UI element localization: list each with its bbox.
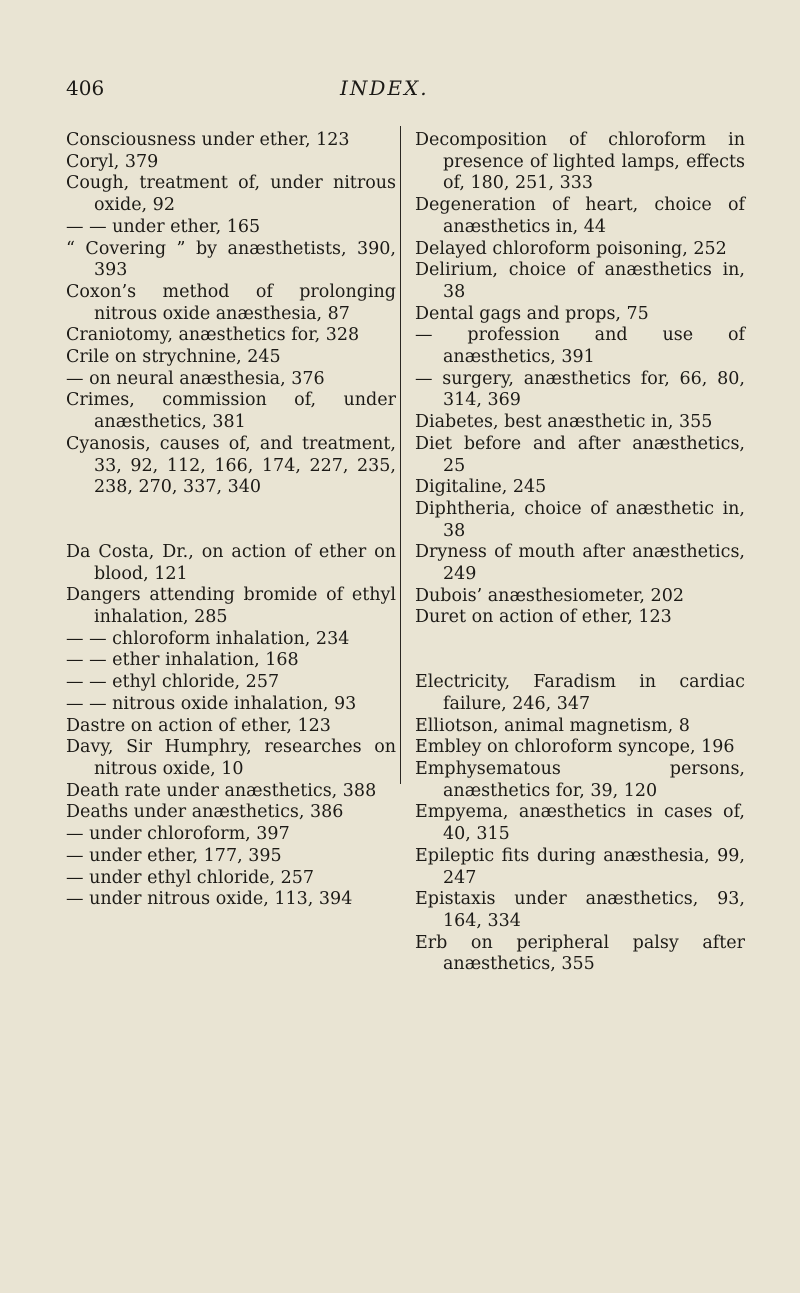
index-entry: Coxon’s method of prolonging nitrous oxide anæsthesia, 87 xyxy=(66,281,396,324)
index-entry: Degeneration of heart, choice of anæsthetics in, 44 xyxy=(415,195,745,237)
index-entry: Duret on action of ether, 123 xyxy=(415,607,672,628)
index-entry: Delirium, choice of anæsthetics in, 38 xyxy=(415,260,745,302)
index-entry: Decomposition of chloroform in presence of lighted lamps, effects of, 180, 251, 333 xyxy=(415,130,745,194)
index-entry: Diphtheria, choice of anæsthetic in, 38 xyxy=(415,498,745,541)
index-entry: Embley on chloroform syncope, 196 xyxy=(415,737,735,758)
index-entry: Craniotomy, anæsthetics for, 328 xyxy=(66,325,360,346)
index-entry: Da Costa, Dr., on action of ether on blood, 121 xyxy=(66,541,396,584)
index-entry: — — chloroform inhalation, 234 xyxy=(66,628,350,649)
index-entry: Coryl, 379 xyxy=(66,151,159,172)
index-entry: Digitaline, 245 xyxy=(415,477,547,498)
index-entry: Elliotson, animal magnetism, 8 xyxy=(415,715,690,736)
index-entry: — under chloroform, 397 xyxy=(66,824,290,845)
index-entry: Crimes, commission of, under anæsthetics, 381 xyxy=(66,390,396,433)
index-entry: Davy, Sir Humphry, researches on nitrous oxide, 10 xyxy=(66,737,396,779)
index-entry: Cyanosis, causes of, and treatment, 33, 92, 112, 166, 174, 227, 235, 238, 270, 337, 340 xyxy=(66,433,396,498)
index-entry: Consciousness under ether, 123 xyxy=(66,130,350,150)
index-entry: — under nitrous oxide, 113, 394 xyxy=(66,889,353,910)
index-entry: — — ether inhalation, 168 xyxy=(66,650,299,671)
index-entry: — profession and use of anæsthetics, 391 xyxy=(415,325,745,368)
index-entry: — under ethyl chloride, 257 xyxy=(66,867,315,888)
index-entry: Dryness of mouth after anæsthetics, 249 xyxy=(415,542,745,585)
index-entry: Cough, treatment of, under nitrous oxide, 92 xyxy=(66,173,396,216)
index-entry: Dangers attending bromide of ethyl inhalation, 285 xyxy=(66,585,396,628)
index-entry: — under ether, 177, 395 xyxy=(66,845,282,866)
index-entry: Epistaxis under anæsthetics, 93, 164, 334 xyxy=(415,889,745,931)
index-entry: Erb on peripheral palsy after anæsthetics, 355 xyxy=(415,932,745,975)
index-entry: Crile on strychnine, 245 xyxy=(66,347,281,368)
column-divider xyxy=(400,126,401,784)
index-entry: Delayed chloroform poisoning, 252 xyxy=(415,238,727,259)
running-head: INDEX. xyxy=(340,76,429,100)
left-index-column xyxy=(66,130,396,911)
page-header xyxy=(0,76,800,106)
index-entry: Diet before and after anæsthetics, 25 xyxy=(415,433,745,476)
index-entry: Dubois’ anæsthesiometer, 202 xyxy=(415,585,684,606)
index-entry: Dental gags and props, 75 xyxy=(415,303,649,324)
index-entry: Empyema, anæsthetics in cases of, 40, 315 xyxy=(415,802,745,845)
index-entry: — — ethyl chloride, 257 xyxy=(66,672,280,693)
right-index-column xyxy=(415,130,745,976)
index-entry: Diabetes, best anæsthetic in, 355 xyxy=(415,412,713,433)
index-entry: — — nitrous oxide inhalation, 93 xyxy=(66,693,357,714)
index-entry: — — under ether, 165 xyxy=(66,216,261,237)
index-entry: — surgery, anæsthetics for, 66, 80, 314, 369 xyxy=(415,368,745,411)
index-entry: Emphysematous persons, anæsthetics for, 39, 120 xyxy=(415,758,745,801)
index-entry: “ Covering ” by anæsthetists, 390, 393 xyxy=(66,238,396,281)
index-entry: Electricity, Faradism in cardiac failure, 246, 347 xyxy=(415,672,745,714)
index-entry: Epileptic fits during anæsthesia, 99, 247 xyxy=(415,845,745,888)
index-entry: Deaths under anæsthetics, 386 xyxy=(66,802,344,823)
page-number: 406 xyxy=(66,76,105,100)
index-entry: Death rate under anæsthetics, 388 xyxy=(66,780,377,801)
index-entry: — on neural anæsthesia, 376 xyxy=(66,368,325,389)
index-entry: Dastre on action of ether, 123 xyxy=(66,715,331,736)
